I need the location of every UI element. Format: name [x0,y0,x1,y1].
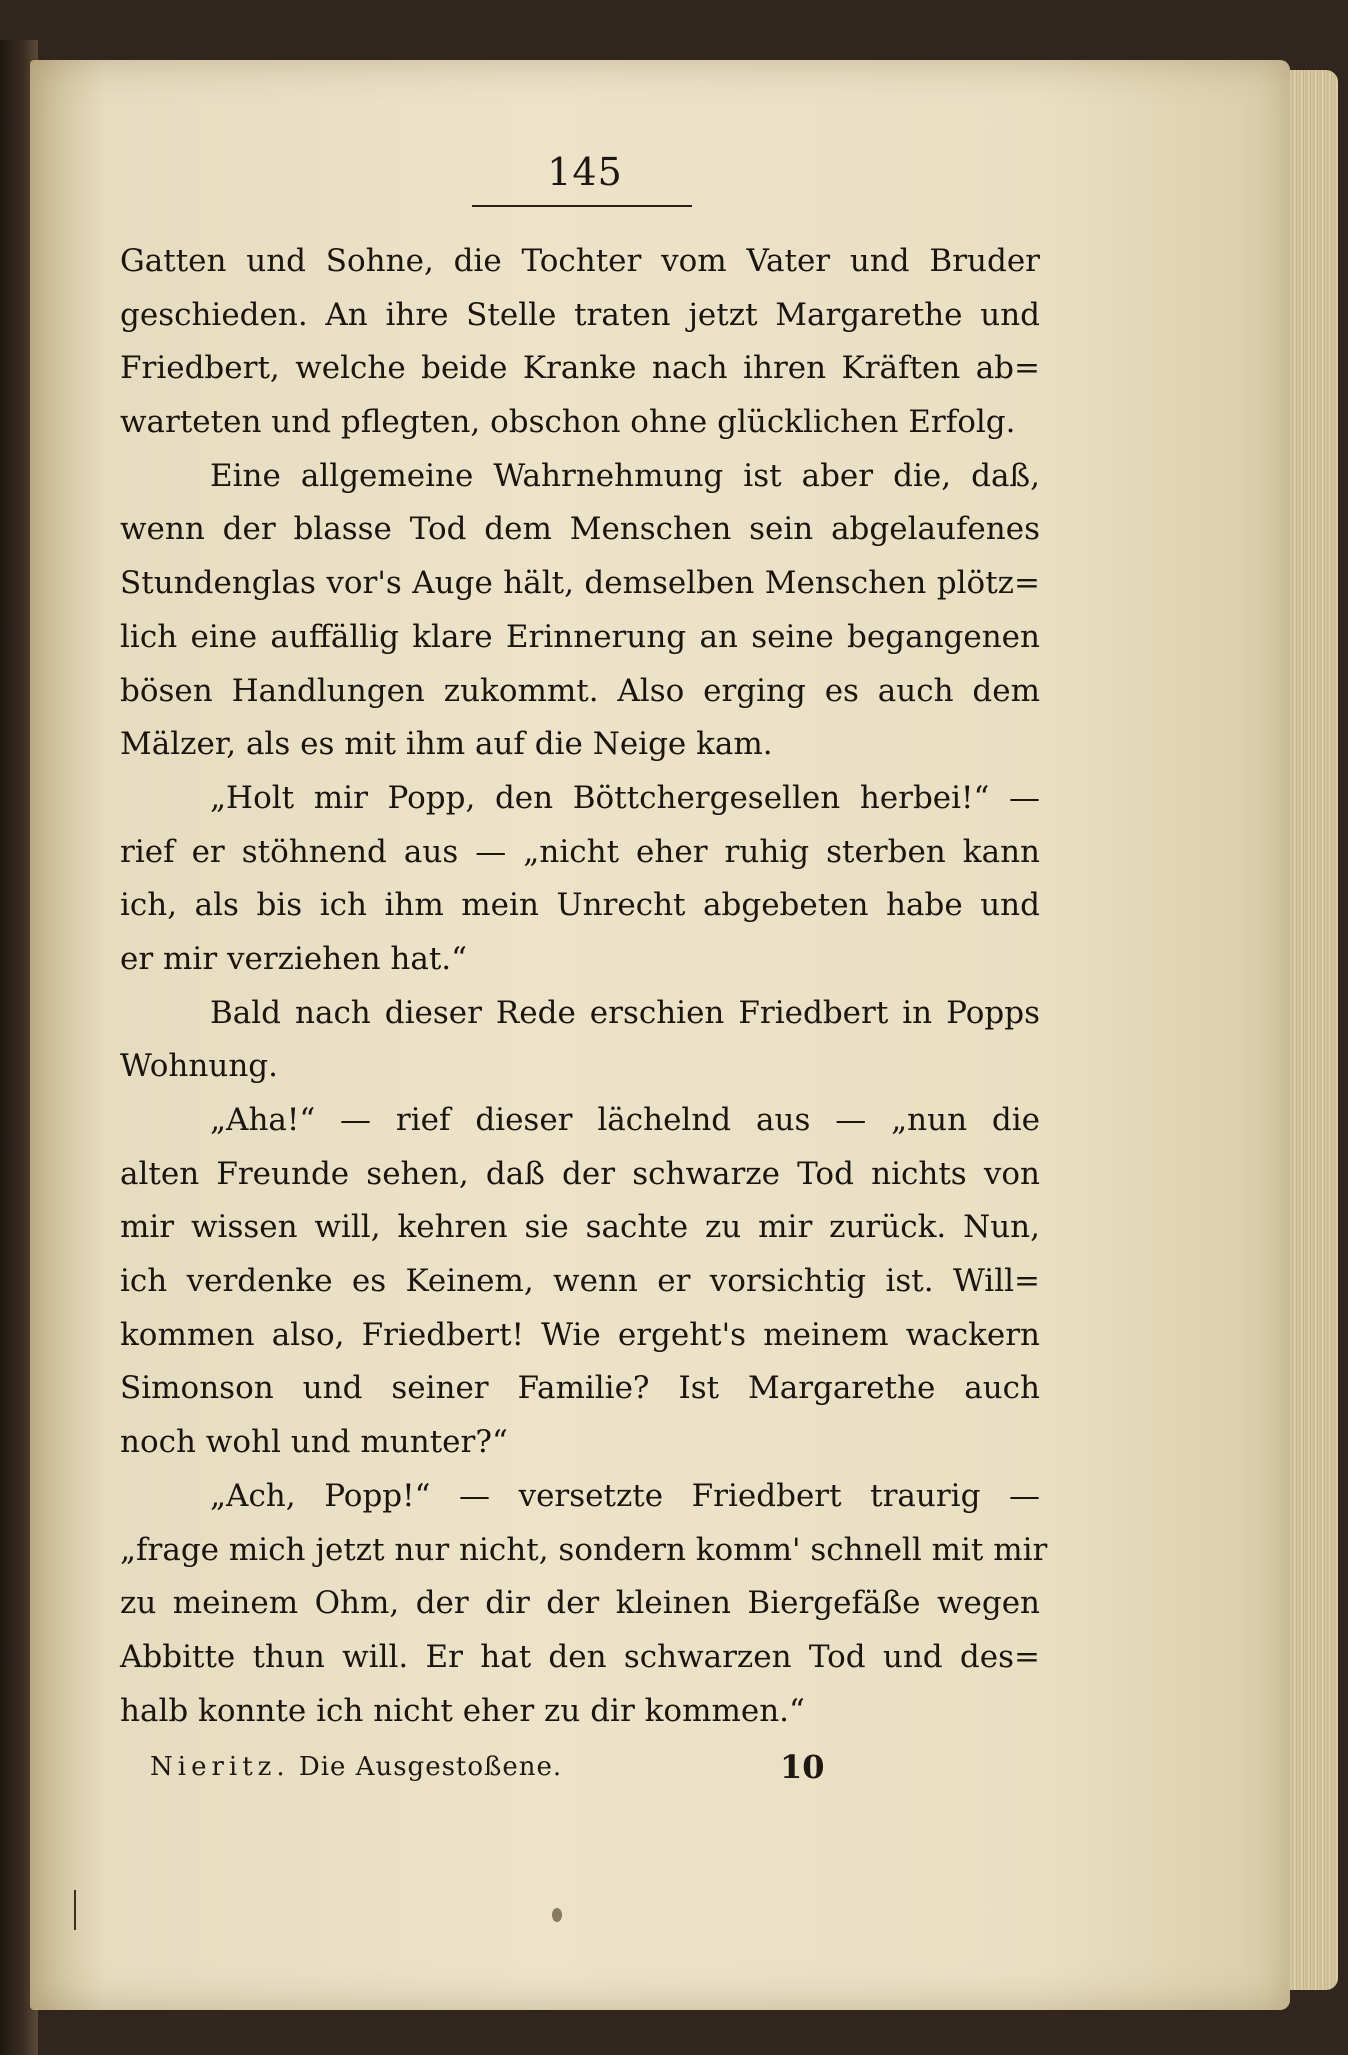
text-line: Abbitte thun will. Er hat den schwarzen Tod und des= [120,1638,1040,1675]
footer-title: Die Ausgestoßene. [298,1752,563,1782]
text-line: warteten und pflegten, obschon ohne glücklichen Erfolg. [120,404,1016,441]
page-number: 145 [547,150,623,194]
printer-signature [150,1752,562,1782]
text-line: Friedbert, welche beide Kranke nach ihren Kräften ab= [120,350,1040,387]
text-line: „frage mich jetzt nur nicht, sondern komm' schnell mit mir [120,1531,1048,1568]
text-line: kommen also, Friedbert! Wie ergeht's meinem wackern [120,1316,1040,1353]
page-block-edge [1290,70,1338,1990]
text-line: er mir verziehen hat.“ [120,940,468,977]
text-line: Stundenglas vor's Auge hält, demselben Menschen plötz= [120,565,1040,602]
text-line: Bald nach dieser Rede erschien Friedbert in Popps [210,994,1040,1031]
footer-author: Nieritz. [150,1752,290,1782]
text-line: Mälzer, als es mit ihm auf die Neige kam. [120,726,773,763]
text-line: lich eine auffällig klare Erinnerung an seine begangenen [120,618,1040,655]
text-line: rief er stöhnend aus — „nicht eher ruhig sterben kann [120,833,1040,870]
text-line: Wohnung. [120,1048,278,1085]
text-line: ich verdenke es Keinem, wenn er vorsichtig ist. Will= [120,1263,1040,1300]
text-line: ich, als bis ich ihm mein Unrecht abgebeten habe und [120,887,1040,924]
text-line: „Ach, Popp!“ — versetzte Friedbert traurig — [210,1477,1040,1514]
text-line: mir wissen will, kehren sie sachte zu mir zurück. Nun, [120,1209,1040,1246]
text-line: „Holt mir Popp, den Böttchergesellen herbei!“ — [210,779,1040,816]
body-text [120,235,1048,1738]
text-line: bösen Handlungen zukommt. Also erging es auch dem [120,672,1040,709]
text-line: Gatten und Sohne, die Tochter vom Vater und Bruder [120,243,1040,279]
text-line: wenn der blasse Tod dem Menschen sein abgelaufenes [120,511,1040,548]
binding-mark [74,1890,76,1930]
sheet-number: 10 [780,1748,825,1786]
text-line: „Aha!“ — rief dieser lächelnd aus — „nun die [210,1102,1040,1138]
text-line: geschieden. An ihre Stelle traten jetzt Margarethe und [120,296,1040,333]
text-line: noch wohl und munter?“ [120,1424,508,1461]
text-line: alten Freunde sehen, daß der schwarze Tod nichts von [120,1155,1040,1192]
ink-smudge [552,1908,562,1922]
text-line: Simonson und seiner Familie? Ist Margarethe auch [120,1370,1040,1407]
header-rule [472,205,692,207]
text-line: Eine allgemeine Wahrnehmung ist aber die, daß, [210,457,1040,494]
text-line: zu meinem Ohm, der dir der kleinen Biergefäße wegen [120,1585,1040,1622]
page-footer [150,1748,1040,1792]
text-line: halb konnte ich nicht eher zu dir kommen.“ [120,1692,805,1729]
